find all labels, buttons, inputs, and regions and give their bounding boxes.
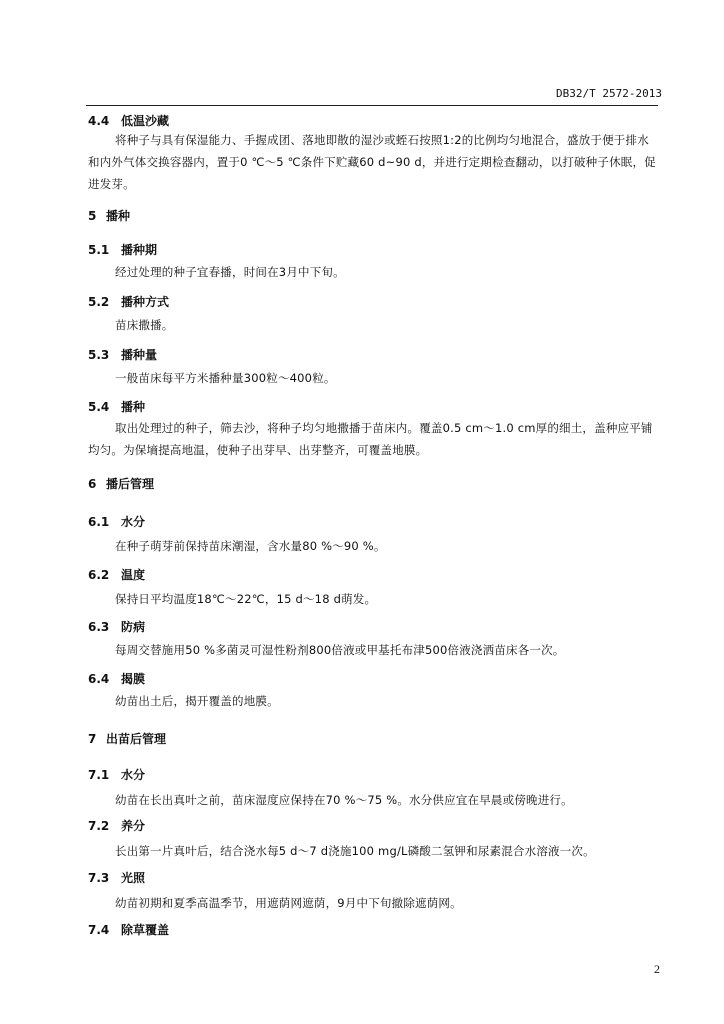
- section-number: 7.1: [88, 768, 110, 782]
- section-5-1-body: 经过处理的种子宜春播，时间在3月中下旬。: [115, 265, 345, 279]
- section-title: 低温沙藏: [121, 114, 170, 128]
- section-number: 7.3: [88, 871, 110, 885]
- section-title: 水分: [121, 515, 146, 529]
- section-5-3-heading: [88, 346, 157, 363]
- section-7-3-body: 幼苗初期和夏季高温季节，用遮荫网遮荫，9月中下旬撤除遮荫网。: [115, 896, 462, 910]
- chapter-5-heading: [88, 207, 130, 224]
- section-7-1-heading: [88, 766, 145, 783]
- section-number: 6.4: [88, 672, 110, 686]
- section-title: 水分: [121, 768, 146, 782]
- chapter-number: 5: [88, 209, 97, 223]
- section-6-4-heading: [88, 670, 145, 687]
- section-title: 温度: [121, 568, 146, 582]
- section-title: 揭膜: [121, 672, 146, 686]
- section-7-2-body: 长出第一片真叶后，结合浇水每5 d～7 d浇施100 mg/L磷酸二氢钾和尿素混合水溶液一次。: [115, 844, 595, 858]
- section-5-1-heading: [88, 241, 157, 258]
- section-number: 7.4: [88, 923, 110, 937]
- header-rule: [86, 105, 658, 106]
- section-6-1-body: 在种子萌芽前保持苗床潮湿，含水量80 %～90 %。: [115, 539, 386, 553]
- section-number: 4.4: [88, 114, 110, 128]
- section-4-4-heading: [88, 112, 169, 129]
- chapter-number: 6: [88, 477, 97, 491]
- section-5-4-heading: [88, 398, 145, 415]
- section-7-3-heading: [88, 869, 145, 886]
- section-title: 播种期: [121, 243, 158, 257]
- section-title: 防病: [121, 620, 146, 634]
- section-6-3-body: 每周交替施用50 %多菌灵可湿性粉剂800倍液或甲基托布津500倍液浇洒苗床各一次。: [115, 643, 565, 657]
- chapter-number: 7: [88, 732, 97, 746]
- section-5-2-heading: [88, 293, 169, 310]
- section-5-4-body: 取出处理过的种子，筛去沙，将种子均匀地撒播于苗床内。覆盖0.5 cm～1.0 cm厚的细土，盖种应平铺均匀。为保墒提高地温，使种子出芽早、出芽整齐，可覆盖地膜。: [88, 421, 653, 457]
- section-7-2-heading: [88, 817, 145, 834]
- section-number: 6.2: [88, 568, 110, 582]
- section-7-1-body: 幼苗在长出真叶之前，苗床湿度应保持在70 %～75 %。水分供应宜在早晨或傍晚进行。: [115, 793, 573, 807]
- section-5-3-body: 一般苗床每平方米播种量300粒～400粒。: [115, 371, 336, 385]
- section-number: 7.2: [88, 819, 110, 833]
- section-number: 5.2: [88, 295, 110, 309]
- section-title: 光照: [121, 871, 146, 885]
- section-title: 播种量: [121, 348, 158, 362]
- section-7-4-heading: [88, 921, 169, 938]
- section-number: 6.3: [88, 620, 110, 634]
- section-number: 6.1: [88, 515, 110, 529]
- section-number: 5.1: [88, 243, 110, 257]
- section-title: 养分: [121, 819, 146, 833]
- chapter-6-heading: [88, 475, 154, 492]
- section-title: 播种: [121, 400, 146, 414]
- section-6-2-heading: [88, 566, 145, 583]
- section-6-3-heading: [88, 618, 145, 635]
- section-title: 除草覆盖: [121, 923, 170, 937]
- section-5-2-body: 苗床撒播。: [115, 318, 174, 332]
- section-6-4-body: 幼苗出土后，揭开覆盖的地膜。: [115, 694, 279, 708]
- standard-code: DB32/T 2572-2013: [556, 87, 662, 100]
- section-number: 5.3: [88, 348, 110, 362]
- section-number: 5.4: [88, 400, 110, 414]
- section-6-1-heading: [88, 513, 145, 530]
- section-4-4-body: 将种子与具有保湿能力、手握成团、落地即散的湿沙或蛭石按照1:2的比例均匀地混合，盛放于便于排水和内外气体交换容器内，置于0 ℃～5 ℃条件下贮藏60 d~90 d，并进行定期检查翻动，以打破种子休眠，促进发芽。: [88, 133, 656, 191]
- chapter-title: 播后管理: [106, 477, 155, 491]
- chapter-title: 出苗后管理: [106, 732, 167, 746]
- page-number: 2: [654, 962, 660, 976]
- chapter-title: 播种: [106, 209, 131, 223]
- chapter-7-heading: [88, 730, 166, 747]
- section-title: 播种方式: [121, 295, 170, 309]
- section-6-2-body: 保持日平均温度18℃～22℃，15 d～18 d萌发。: [115, 592, 377, 606]
